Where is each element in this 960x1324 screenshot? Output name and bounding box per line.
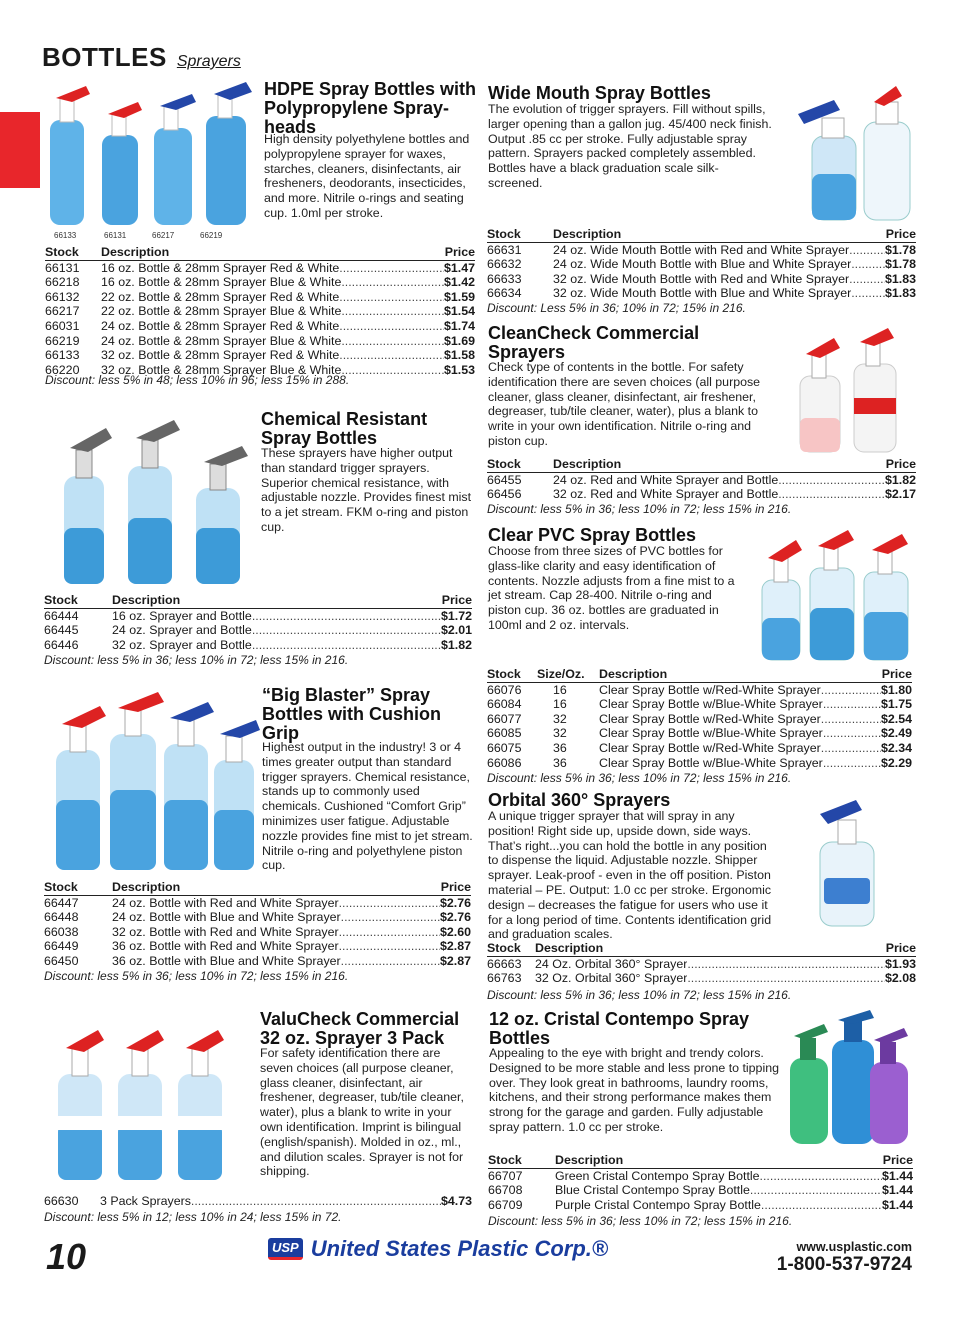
valucheck-price-table [44, 1194, 472, 1209]
big-blaster-price-table [44, 880, 471, 969]
table-row: 66450 36 oz. Bottle with Blue and White Sprayer ..... $2.87 [44, 954, 471, 969]
pvc-description: Choose from three sizes of PVC bottles for glass-like clarity and easy identification of contents. Nozzle adjusts from a fine mist to a jet stream. Cap 28-400. Nitrile o-ring and piston cup. 36 oz. bottles are graduated in 100ml and 2 oz. intervals. [488, 544, 735, 632]
website-link[interactable]: www.usplastic.com [796, 1240, 912, 1254]
chemical-price-table [44, 593, 472, 652]
phone-number: 1-800-537-9724 [776, 1254, 912, 1275]
table-row: 66076 16 Clear Spray Bottle w/Red-White Sprayer ..... $1.80 [487, 683, 912, 698]
table-row: 66709 Purple Cristal Contempo Spray Bottle ..... $1.44 [488, 1198, 913, 1213]
table-row: 66455 24 oz. Red and White Sprayer and Bottle ..... $1.82 [487, 473, 916, 488]
page-header [42, 42, 241, 73]
table-row: 66075 36 Clear Spray Bottle w/Red-White Sprayer ..... $2.34 [487, 741, 912, 756]
page-title: BOTTLES [42, 42, 167, 72]
table-row: 66038 32 oz. Bottle with Red and White Sprayer ..... $2.60 [44, 925, 471, 940]
table-row: 66085 32 Clear Spray Bottle w/Blue-White Sprayer ..... $2.49 [487, 726, 912, 741]
orbital-title: Orbital 360° Sprayers [488, 790, 671, 810]
table-header: Stock Description Price [487, 227, 916, 241]
cristal-title: 12 oz. Cristal Contempo Spray Bottles [489, 1009, 750, 1048]
bottle-illustration [50, 82, 252, 225]
table-row: 66763 32 Oz. Orbital 360° Sprayer ..... $2.08 [487, 971, 916, 986]
table-row: 66456 32 oz. Red and White Sprayer and Bottle ..... $2.17 [487, 487, 916, 502]
wide-mouth-discount: Discount: Less 5% in 36; 10% in 72; 15% in 216. [487, 301, 746, 315]
cleancheck-title: CleanCheck Commercial Sprayers [488, 323, 700, 362]
chemical-title: Chemical Resistant Spray Bottles [261, 409, 428, 448]
table-row: 66632 24 oz. Wide Mouth Bottle with Blue and White Sprayer ..... $1.78 [487, 257, 916, 272]
chemical-discount: Discount: less 5% in 36; less 10% in 72; less 15% in 216. [44, 653, 349, 667]
table-row: 66131 16 oz. Bottle & 28mm Sprayer Red & White ..... $1.47 [45, 261, 475, 276]
pvc-bottles-image [752, 528, 916, 662]
hdpe-discount: Discount: less 5% in 48; less 10% in 96; less 15% in 288. [45, 373, 350, 387]
image-caption: 66219 [200, 231, 223, 240]
table-header: Stock Description Price [44, 593, 472, 607]
table-row: 66077 32 Clear Spray Bottle w/Red-White Sprayer ..... $2.54 [487, 712, 912, 727]
valucheck-bottles-image [54, 1024, 234, 1184]
table-row: 66444 16 oz. Sprayer and Bottle ..... $1.72 [44, 609, 472, 624]
pvc-title: Clear PVC Spray Bottles [488, 525, 697, 545]
big-blaster-bottles-image [50, 690, 260, 875]
table-row: 66031 24 oz. Bottle & 28mm Sprayer Red & White ..... $1.74 [45, 319, 475, 334]
hdpe-title: HDPE Spray Bottles with Polypropylene Spray-heads [264, 79, 477, 137]
orbital-description: A unique trigger sprayer that will spray in any position! Right side up, upside down, side ways. That’s right...you can hold the bottle in any position to dispense the liquid. Adjustable nozzle. Shipper sprayer. Leak-proof - even in the off position. Piston material – PE. Output: 1.0 cc per stroke. Ergonomic design – decreases the fatigue for users who use it for a long period of time. Contents identification grid and graduation scales. [488, 809, 772, 942]
table-row: 66084 16 Clear Spray Bottle w/Blue-White Sprayer ..... $1.75 [487, 697, 912, 712]
cristal-price-table [488, 1153, 913, 1212]
orbital-bottle-image [810, 794, 890, 928]
table-row: 66631 24 oz. Wide Mouth Bottle with Red and White Sprayer ..... $1.78 [487, 243, 916, 258]
table-header: Stock Description Price [487, 941, 916, 955]
table-row: 66132 22 oz. Bottle & 28mm Sprayer Red & White ..... $1.59 [45, 290, 475, 305]
table-header: Stock Description Price [488, 1153, 913, 1167]
table-row: 66445 24 oz. Sprayer and Bottle ..... $2.01 [44, 623, 472, 638]
image-caption: 66133 [54, 231, 77, 240]
table-row: 66663 24 Oz. Orbital 360° Sprayer ..... $1.93 [487, 957, 916, 972]
table-row: 66447 24 oz. Bottle with Red and White Sprayer ..... $2.76 [44, 896, 471, 911]
wide-mouth-bottles-image [792, 84, 916, 224]
table-row: 66217 22 oz. Bottle & 28mm Sprayer Blue & White ..... $1.54 [45, 304, 475, 319]
company-name: United States Plastic Corp.® [310, 1236, 609, 1261]
chemical-description: These sprayers have higher output than standard trigger sprayers. Superior chemical resistance, with adjustable nozzle. Provides finest mist to a jet stream. FKM o-ring and piston cup. [261, 446, 472, 534]
big-blaster-title: “Big Blaster” Spray Bottles with Cushion Grip [262, 685, 441, 743]
image-caption: 66131 [104, 231, 127, 240]
cleancheck-price-table [487, 457, 916, 502]
cristal-discount: Discount: less 5% in 36; less 10% in 72; less 15% in 216. [488, 1214, 793, 1228]
table-header: Stock Description Price [45, 245, 475, 259]
wide-mouth-price-table [487, 227, 916, 301]
hdpe-bottles-image [46, 80, 258, 230]
hdpe-price-table [45, 245, 475, 377]
table-row: 66133 32 oz. Bottle & 28mm Sprayer Red & White ..... $1.58 [45, 348, 475, 363]
cleancheck-bottles-image [790, 328, 916, 454]
pvc-price-table [487, 667, 912, 770]
cleancheck-discount: Discount: less 5% in 36; less 10% in 72; less 15% in 216. [487, 502, 792, 516]
valucheck-description: For safety identification there are seven choices (all purpose cleaner, glass cleaner, disinfectant, air freshener, degreaser, tub/tile cleaner, water), plus a blank to write in your own identification. Imprint is bilingual (english/spanish). Molded in oz., ml., and dilution scales. Sprayer is not for shipping. [260, 1046, 464, 1179]
cleancheck-description: Check type of contents in the bottle. For safety identification there are seven choices (all purpose cleaner, glass cleaner, disinfectant, air freshener, degreaser, tub/tile cleaner, water), plus a blank to write in your own identification. Nitrile o-ring and piston cup. [488, 360, 761, 448]
table-row: 66448 24 oz. Bottle with Blue and White Sprayer ..... $2.76 [44, 910, 471, 925]
big-blaster-discount: Discount: less 5% in 36; less 10% in 72; less 15% in 216. [44, 969, 349, 983]
image-caption: 66217 [152, 231, 175, 240]
orbital-discount: Discount: less 5% in 36; less 10% in 72; less 15% in 216. [487, 988, 792, 1002]
table-row: 66707 Green Cristal Contempo Spray Bottle ..... $1.44 [488, 1169, 913, 1184]
orbital-price-table [487, 941, 916, 986]
valucheck-discount: Discount: less 5% in 12; less 10% in 24; less 15% in 72. [44, 1210, 342, 1224]
table-row: 66708 Blue Cristal Contempo Spray Bottle ..... $1.44 [488, 1183, 913, 1198]
pvc-discount: Discount: less 5% in 36; less 10% in 72; less 15% in 216. [487, 771, 792, 785]
table-row: 66634 32 oz. Wide Mouth Bottle with Blue and White Sprayer ..... $1.83 [487, 286, 916, 301]
page-number: 10 [46, 1236, 87, 1277]
table-header: Stock Size/Oz. Description Price [487, 667, 912, 681]
big-blaster-description: Highest output in the industry! 3 or 4 times greater output than standard trigger sprayers. Chemical resistance, stands up to commonly used chemicals. Cushioned “Comfort Grip” minimizes user fatigue. Adjustable nozzle provides fine mist to jet stream. Nitrile o-ring and polyethylene piston cup. [262, 740, 473, 873]
valucheck-title: ValuCheck Commercial 32 oz. Sprayer 3 Pack [260, 1009, 460, 1048]
cristal-description: Appealing to the eye with bright and trendy colors. Designed to be more stable and less prone to tipping over. They look great in bathrooms, laundry rooms, kitchens, and their strong performance makes them strong for the garage and garden. Fully adjustable spray pattern. 1.0 cc per stroke. [489, 1046, 779, 1134]
page-subtitle: Sprayers [176, 53, 241, 70]
table-row: 66446 32 oz. Sprayer and Bottle ..... $1.82 [44, 638, 472, 653]
table-row: 66219 24 oz. Bottle & 28mm Sprayer Blue & White ..... $1.69 [45, 334, 475, 349]
table-header: Stock Description Price [487, 457, 916, 471]
chemical-bottles-image [56, 418, 256, 588]
section-tab-marker [0, 112, 40, 188]
table-row: 66220 32 oz. Bottle & 28mm Sprayer Blue & White ..... $1.53 [45, 363, 475, 378]
wide-mouth-title: Wide Mouth Spray Bottles [488, 83, 711, 103]
table-row: 66086 36 Clear Spray Bottle w/Blue-White Sprayer ..... $2.29 [487, 756, 912, 771]
table-row: 66633 32 oz. Wide Mouth Bottle with Red and White Sprayer ..... $1.83 [487, 272, 916, 287]
wide-mouth-description: The evolution of trigger sprayers. Fill without spills, larger opening than a gallon jug. 45/400 neck finish. Output .85 cc per stroke. Fully adjustable spray pattern. Sprayers packed completely assembled. Bottles have a black graduation scale silk-screened. [488, 102, 772, 190]
cristal-bottles-image [784, 1010, 916, 1150]
company-logo[interactable] [268, 1236, 608, 1262]
hdpe-description: High density polyethylene bottles and polypropylene sprayer for waxes, starches, cleaners, disinfectants, air fresheners, deodorants, insecticides, and more. Nitrile o-rings and seating cup. 1.0ml per stroke. [264, 132, 470, 220]
table-row: 66449 36 oz. Bottle with Red and White Sprayer ..... $2.87 [44, 939, 471, 954]
table-row: 66630 3 Pack Sprayers ..... $4.73 [44, 1194, 472, 1209]
table-row: 66218 16 oz. Bottle & 28mm Sprayer Blue & White ..... $1.42 [45, 275, 475, 290]
usp-logo-icon: USP [268, 1238, 303, 1260]
table-header: Stock Description Price [44, 880, 471, 894]
